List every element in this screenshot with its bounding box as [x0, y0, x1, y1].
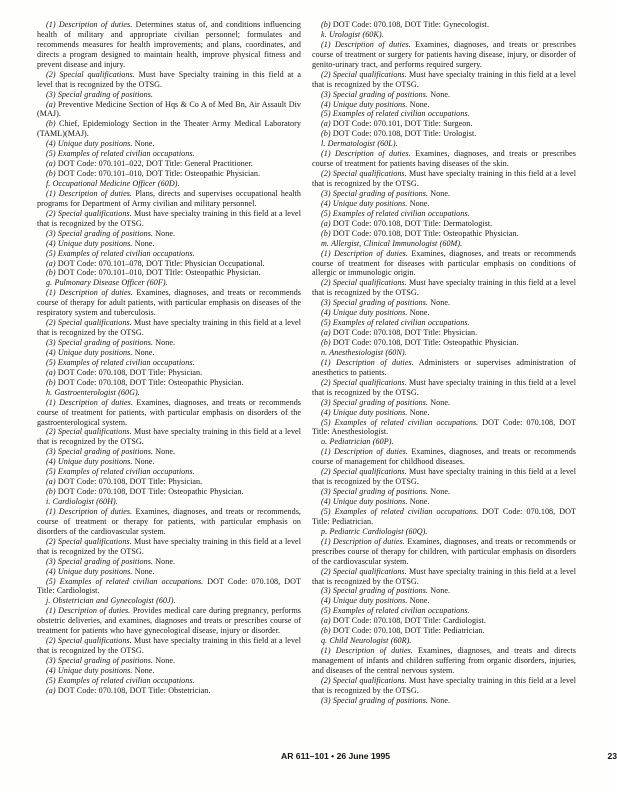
paragraph	[37, 100, 301, 120]
italic-text: (1) Description of duties.	[321, 149, 411, 159]
italic-text: (3) Special grading of positions.	[321, 89, 428, 99]
body-text: Examines, diagnoses, and treats or prescribes course of treatment or surgery for patients having disease, injury, or disorder of genito-urinary tract, and performs required surgery.	[312, 39, 576, 69]
paragraph	[37, 606, 301, 636]
italic-text: (4) Unique duty positions.	[46, 238, 133, 248]
paragraph	[312, 606, 576, 616]
body-text: DOT Code: 070.108, DOT Title: Osteopathic Physician.	[55, 377, 244, 387]
italic-text: (5) Examples of related civilian occupations.	[46, 467, 195, 477]
paragraph	[37, 656, 301, 666]
body-text: Examines, diagnoses, and treats or recommends course of treatment for patients, with particular emphasis on disorders of the gastroenterological system.	[37, 397, 301, 427]
body-text: None.	[428, 487, 451, 497]
body-text: Examines, diagnoses, and treats or recommends course of management for childhood diseases.	[312, 447, 576, 467]
italic-text: (b)	[46, 119, 56, 129]
italic-text: (5) Examples of related civilian occupations.	[321, 318, 470, 328]
paragraph	[37, 467, 301, 477]
body-text: None.	[428, 397, 451, 407]
italic-text: (a)	[46, 367, 56, 377]
italic-text: (2) Special qualifications.	[46, 536, 132, 546]
paragraph	[312, 636, 576, 646]
body-text: None.	[407, 596, 430, 606]
body-text: Must have specialty training in this field at a level that is recognized by the OTSG.	[312, 675, 576, 695]
italic-text: k. Urologist (60K).	[321, 29, 384, 39]
italic-text: (4) Unique duty positions.	[46, 457, 133, 467]
italic-text: q. Child Neurologist (60R).	[321, 636, 412, 646]
italic-text: (a)	[46, 477, 56, 487]
body-text: Plans, directs and supervises occupational health programs for Department of Army civilian and military personnel.	[37, 188, 301, 208]
paragraph	[312, 90, 576, 100]
italic-text: (2) Special qualifications.	[321, 566, 407, 576]
body-text: None.	[407, 198, 430, 208]
italic-text: (1) Description of duties.	[46, 506, 133, 516]
body-text: None.	[132, 238, 155, 248]
paragraph	[312, 537, 576, 567]
paragraph	[37, 259, 301, 269]
paragraph	[37, 189, 301, 209]
paragraph	[312, 189, 576, 199]
paragraph	[312, 676, 576, 696]
italic-text: (2) Special qualifications.	[46, 427, 132, 437]
paragraph	[312, 119, 576, 129]
paragraph	[37, 577, 301, 597]
paragraph	[312, 20, 576, 30]
body-text: Must have specialty training in this field at a level that is recognized by the OTSG.	[37, 536, 301, 556]
paragraph	[312, 129, 576, 139]
body-text: DOT Code: 070.108, DOT Title: Osteopathic Physician.	[330, 228, 519, 238]
paragraph	[312, 100, 576, 110]
body-text: None.	[428, 695, 451, 705]
italic-text: g. Pulmonary Disease Officer (60F).	[46, 278, 168, 288]
paragraph	[312, 229, 576, 239]
body-text: None.	[407, 308, 430, 318]
body-text: None.	[428, 298, 451, 308]
italic-text: (4) Unique duty positions.	[46, 347, 133, 357]
italic-text: (4) Unique duty positions.	[46, 665, 133, 675]
italic-text: (a)	[46, 685, 56, 695]
italic-text: (3) Special grading of positions.	[46, 89, 153, 99]
italic-text: (3) Special grading of positions.	[321, 586, 428, 596]
body-text: DOT Code: 070.108, DOT Title: Dermatologist.	[330, 218, 493, 228]
body-text: DOT Code: 070.108, DOT Title: Osteopathic Physician.	[330, 338, 519, 347]
body-text: Must have specialty training in this field at a level that is recognized by the OTSG.	[37, 208, 301, 228]
italic-text: (4) Unique duty positions.	[321, 308, 408, 318]
paragraph	[312, 567, 576, 587]
paragraph	[312, 408, 576, 418]
italic-text: (3) Special grading of positions.	[46, 656, 153, 665]
body-text: Must have specialty training in this field at a level that is recognized by the OTSG.	[312, 467, 576, 487]
paragraph	[312, 308, 576, 318]
paragraph	[37, 338, 301, 348]
body-text: DOT Code: 070.101, DOT Title: Surgeon.	[330, 119, 473, 129]
italic-text: (4) Unique duty positions.	[321, 596, 408, 606]
paragraph	[312, 109, 576, 119]
paragraph	[312, 358, 576, 378]
italic-text: (4) Unique duty positions.	[321, 198, 408, 208]
italic-text: (5) Examples of related civilian occupations.	[321, 109, 470, 119]
paragraph	[312, 199, 576, 209]
italic-text: (1) Description of duties.	[46, 288, 133, 298]
body-text: Must have specialty training in this field at a level that is recognized by the OTSG.	[312, 566, 576, 586]
paragraph	[312, 437, 576, 447]
italic-text: (b)	[46, 268, 56, 278]
italic-text: (a)	[46, 258, 56, 268]
paragraph	[37, 209, 301, 229]
body-text: Examines, diagnoses, and treats or recommends course of treatment for diseases with particular emphasis on conditions of allergic or immunologic origin.	[312, 248, 576, 278]
paragraph	[37, 318, 301, 338]
body-text: DOT Code: 070.108, DOT Title: Pediatrician.	[330, 626, 485, 636]
italic-text: (b)	[321, 626, 331, 636]
paragraph	[37, 169, 301, 179]
italic-text: (a)	[321, 218, 331, 228]
italic-text: (a)	[321, 616, 331, 626]
body-text: Preventive Medicine Section of Hqs & Co A of Med Bn, Air Assault Div (MAJ).	[37, 99, 301, 119]
body-text: Must have specialty training in this field at a level that is recognized by the OTSG.	[37, 636, 301, 656]
body-text: Must have specialty training in this field at a level that is recognized by the OTSG.	[312, 69, 576, 89]
paragraph	[312, 30, 576, 40]
italic-text: (5) Examples of related civilian occupations.	[321, 606, 470, 616]
paragraph	[37, 90, 301, 100]
paragraph	[37, 636, 301, 656]
paragraph	[312, 139, 576, 149]
italic-text: (b)	[46, 377, 56, 387]
italic-text: (1) Description of duties.	[46, 606, 131, 616]
paragraph	[37, 596, 301, 606]
paragraph	[37, 567, 301, 577]
paragraph	[37, 557, 301, 567]
italic-text: i. Cardiologist (60H).	[46, 497, 118, 506]
paragraph	[37, 447, 301, 457]
paragraph	[312, 646, 576, 676]
paragraph	[312, 149, 576, 169]
paragraph	[312, 447, 576, 467]
paragraph	[37, 666, 301, 676]
paragraph	[37, 239, 301, 249]
paragraph	[312, 298, 576, 308]
paragraph	[312, 586, 576, 596]
italic-text: (3) Special grading of positions.	[46, 228, 153, 238]
paragraph	[37, 427, 301, 447]
paragraph	[37, 139, 301, 149]
body-text: None.	[407, 99, 430, 109]
italic-text: (1) Description of duties.	[46, 20, 133, 29]
italic-text: (4) Unique duty positions.	[321, 407, 408, 417]
italic-text: (4) Unique duty positions.	[46, 139, 133, 149]
italic-text: (b)	[321, 129, 331, 139]
italic-text: (3) Special grading of positions.	[321, 397, 428, 407]
italic-text: (5) Examples of related civilian occupations.	[46, 149, 195, 159]
body-text: DOT Code: 070.108, DOT Title: Physician.	[55, 477, 203, 487]
italic-text: (2) Special qualifications.	[46, 318, 132, 328]
italic-text: o. Pediatrician (60P).	[321, 437, 394, 447]
text-columns	[37, 20, 576, 706]
body-text: None.	[407, 407, 430, 417]
body-text: DOT Code: 070.101–010, DOT Title: Osteopathic Physician.	[55, 169, 261, 179]
paragraph	[312, 249, 576, 279]
text-column-left	[37, 20, 301, 706]
italic-text: m. Allergist, Clinical Immunologist (60M).	[321, 238, 463, 248]
body-text: None.	[153, 228, 176, 238]
paragraph	[37, 159, 301, 169]
italic-text: (2) Special qualifications.	[321, 467, 407, 477]
italic-text: (2) Special qualifications.	[321, 278, 407, 288]
italic-text: f. Occupational Medicine Officer (60D).	[46, 179, 180, 188]
body-text: Examines, diagnoses, and treats or recommends, course of treatment or therapy for patients, with particular emphasis on disorders of the cardiovascular system.	[37, 506, 301, 536]
paragraph	[312, 278, 576, 298]
body-text: None.	[428, 586, 451, 596]
paragraph	[312, 318, 576, 328]
paragraph	[312, 696, 576, 706]
paragraph	[37, 686, 301, 696]
italic-text: (5) Examples of related civilian occupations.	[46, 576, 204, 586]
paragraph	[37, 119, 301, 139]
body-text: DOT Code: 070.101–022, DOT Title: General Practitioner.	[55, 159, 253, 169]
body-text: DOT Code: 070.108, DOT Title: Physician.	[55, 367, 203, 377]
paragraph	[312, 507, 576, 527]
italic-text: (5) Examples of related civilian occupations.	[46, 248, 195, 258]
italic-text: (3) Special grading of positions.	[46, 338, 153, 347]
body-text: Must have specialty training in this field at a level that is recognized by the OTSG.	[312, 278, 576, 298]
paragraph	[37, 388, 301, 398]
paragraph	[37, 149, 301, 159]
paragraph	[37, 20, 301, 70]
paragraph	[312, 70, 576, 90]
paragraph	[37, 368, 301, 378]
body-text: DOT Code: 070.101–010, DOT TItle: Osteopathic Physician.	[55, 268, 261, 278]
italic-text: (3) Special grading of positions.	[321, 487, 428, 497]
footer-page-number: 23	[607, 751, 617, 761]
italic-text: (5) Examples of related civilian occupations.	[321, 208, 470, 218]
body-text: None.	[132, 457, 155, 467]
paragraph	[312, 328, 576, 338]
italic-text: (2) Special qualifications.	[321, 675, 407, 685]
body-text: Examines, diagnoses, and treats or recommends course of therapy for adult patients, with particular emphasis on diseases of the respiratory system and tuberculosis.	[37, 288, 301, 318]
paragraph	[312, 616, 576, 626]
italic-text: (1) Description of duties.	[321, 39, 411, 49]
paragraph	[37, 70, 301, 90]
paragraph	[312, 626, 576, 636]
italic-text: (5) Examples of related civilian occupations.	[321, 506, 479, 516]
body-text: Examines, diagnoses, and treats or recommends or prescribes course of therapy for children, with particular emphasis on disorders of the cardiovascular system.	[312, 536, 576, 566]
italic-text: (1) Description of duties.	[321, 447, 408, 457]
paragraph	[37, 676, 301, 686]
paragraph	[37, 249, 301, 259]
body-text: DOT Code: 070.108, DOT Title: Osteopathic Physician.	[55, 487, 244, 497]
italic-text: (b)	[46, 169, 56, 179]
body-text: DOT Code: 070.108, DOT Title: Obstetrician.	[55, 685, 211, 695]
italic-text: p. Pediatric Cardiologist (60Q).	[321, 526, 428, 536]
paragraph	[312, 418, 576, 438]
italic-text: (3) Special grading of positions.	[321, 695, 428, 705]
italic-text: (5) Examples of related civilian occupations.	[46, 675, 195, 685]
paragraph	[312, 527, 576, 537]
body-text: Must have specialty training in this field at a level that is recognized by the OTSG.	[312, 377, 576, 397]
italic-text: l. Dermatologist (60L).	[321, 139, 398, 149]
paragraph	[312, 338, 576, 348]
body-text: None.	[153, 338, 176, 347]
italic-text: (a)	[46, 99, 56, 109]
italic-text: (1) Description of duties.	[46, 188, 133, 198]
body-text: None.	[132, 139, 155, 149]
italic-text: (3) Special grading of positions.	[321, 298, 428, 308]
paragraph	[37, 358, 301, 368]
italic-text: (2) Special qualifications.	[321, 69, 407, 79]
italic-text: (2) Special qualifications.	[321, 377, 407, 387]
italic-text: (1) Description of duties.	[46, 397, 133, 407]
body-text: None.	[428, 188, 451, 198]
paragraph	[312, 169, 576, 189]
body-text: Provides medical care during pregnancy, performs obstetric deliveries, and examines, diagnoses and treats or prescribes course of treatment for patients who have gynecological disease, injury or disorder.	[37, 606, 301, 636]
body-text: Must have specialty training in this field at a level that is recognized by the OTSG.	[312, 169, 576, 188]
paragraph	[312, 487, 576, 497]
body-text: Administers or supervises administration of anesthetics to patients.	[312, 357, 576, 377]
body-text: None.	[153, 447, 176, 457]
body-text: None.	[132, 347, 155, 357]
italic-text: (1) Description of duties.	[321, 536, 405, 546]
italic-text: (1) Description of duties.	[321, 646, 413, 656]
body-text: Examines, diagnoses, and treats or prescribes course of treatment for patients having diseases of the skin.	[312, 149, 576, 169]
italic-text: (b)	[321, 338, 331, 347]
paragraph	[37, 348, 301, 358]
italic-text: (2) Special qualifications.	[46, 636, 132, 646]
body-text: None.	[132, 566, 155, 576]
body-text: DOT Code: 070.108, DOT Title: Urologist.	[330, 129, 477, 139]
paragraph	[312, 398, 576, 408]
paragraph	[37, 477, 301, 487]
italic-text: (b)	[46, 487, 56, 497]
body-text: DOT Code: 070.108, DOT Title: Physician.	[330, 328, 478, 338]
body-text: None.	[153, 656, 176, 665]
italic-text: (4) Unique duty positions.	[321, 99, 408, 109]
paragraph	[312, 209, 576, 219]
italic-text: j. Obstetrician and Gynecologist (60J).	[46, 596, 176, 606]
body-text: None.	[428, 89, 451, 99]
body-text: DOT Code: 070.108, DOT Title: Cardiologist.	[37, 576, 301, 596]
body-text: Chief, Epidemiology Section in the Theater Army Medical Laboratory (TAML)(MAJ).	[37, 119, 301, 139]
body-text: Determines status of, and conditions influencing health of military and appropriate civilian personnel; formulates and recommends measures for health improvements; and plans, coordinates, and directs a program designed to maintain health, improve physical fitness and prevent disease and injury.	[37, 20, 301, 69]
paragraph	[312, 497, 576, 507]
body-text: Must have specialty training in this field at a level that is recognized by the OTSG.	[37, 318, 301, 338]
body-text: Examines, diagnoses, and treats and directs management of infants and children suffering from organic disorders, injuries, and diseases of the central nervous system.	[312, 646, 576, 675]
paragraph	[37, 487, 301, 497]
body-text: DOT Code: 070.108, DOT Title: Anesthesiologist.	[312, 417, 576, 437]
body-text: Must have Specialty training in this field at a level that is recognized by the OTSG.	[37, 69, 301, 89]
paragraph	[312, 378, 576, 398]
italic-text: n. Anesthesiologist (60N).	[321, 347, 407, 357]
body-text: DOT Code: 070.108, DOT Title: Gynecologist.	[330, 20, 490, 29]
italic-text: (3) Special grading of positions.	[46, 447, 153, 457]
body-text: None.	[153, 556, 176, 566]
italic-text: (b)	[321, 228, 331, 238]
italic-text: (3) Special grading of positions.	[321, 188, 428, 198]
page-footer	[0, 751, 617, 765]
body-text: DOT Code: 070.101–078, DOT Title: Physician Occupational.	[55, 258, 265, 268]
italic-text: (1) Description of duties.	[321, 357, 414, 367]
paragraph	[312, 348, 576, 358]
body-text: Must have specialty training in this field at a level that is recognized by the OTSG.	[37, 427, 301, 447]
paragraph	[37, 229, 301, 239]
paragraph	[37, 457, 301, 467]
footer-publication-id: AR 611–101 • 26 June 1995	[281, 751, 391, 761]
italic-text: (a)	[321, 328, 331, 338]
italic-text: (4) Unique duty positions.	[321, 497, 408, 506]
italic-text: (5) Examples of related civilian occupations.	[321, 417, 479, 427]
italic-text: (b)	[321, 20, 331, 29]
paragraph	[37, 398, 301, 428]
italic-text: (4) Unique duty positions.	[46, 566, 133, 576]
paragraph	[37, 537, 301, 557]
body-text: None.	[407, 497, 430, 506]
body-text: None.	[132, 665, 155, 675]
paragraph	[37, 288, 301, 318]
paragraph	[37, 378, 301, 388]
italic-text: (a)	[321, 119, 331, 129]
body-text: DOT Code: 070.108, DOT Title: Cardiologist.	[330, 616, 486, 626]
italic-text: (a)	[46, 159, 56, 169]
italic-text: (5) Examples of related civilian occupations.	[46, 357, 195, 367]
paragraph	[37, 268, 301, 278]
paragraph	[37, 507, 301, 537]
paragraph	[37, 497, 301, 507]
text-column-right	[312, 20, 576, 706]
paragraph	[312, 596, 576, 606]
italic-text: (2) Special qualifications.	[46, 208, 132, 218]
paragraph	[312, 40, 576, 70]
italic-text: (3) Special grading of positions.	[46, 556, 153, 566]
paragraph	[312, 219, 576, 229]
paragraph	[37, 179, 301, 189]
paragraph	[37, 278, 301, 288]
paragraph	[312, 239, 576, 249]
italic-text: h. Gastroenterologist (60G).	[46, 387, 140, 397]
body-text: DOT Code: 070.108, DOT Title: Pediatrician.	[312, 506, 576, 526]
italic-text: (2) Special qualifications.	[46, 69, 135, 79]
italic-text: (2) Special qualifications.	[321, 169, 407, 179]
italic-text: (1) Description of duties.	[321, 248, 408, 258]
paragraph	[312, 467, 576, 487]
